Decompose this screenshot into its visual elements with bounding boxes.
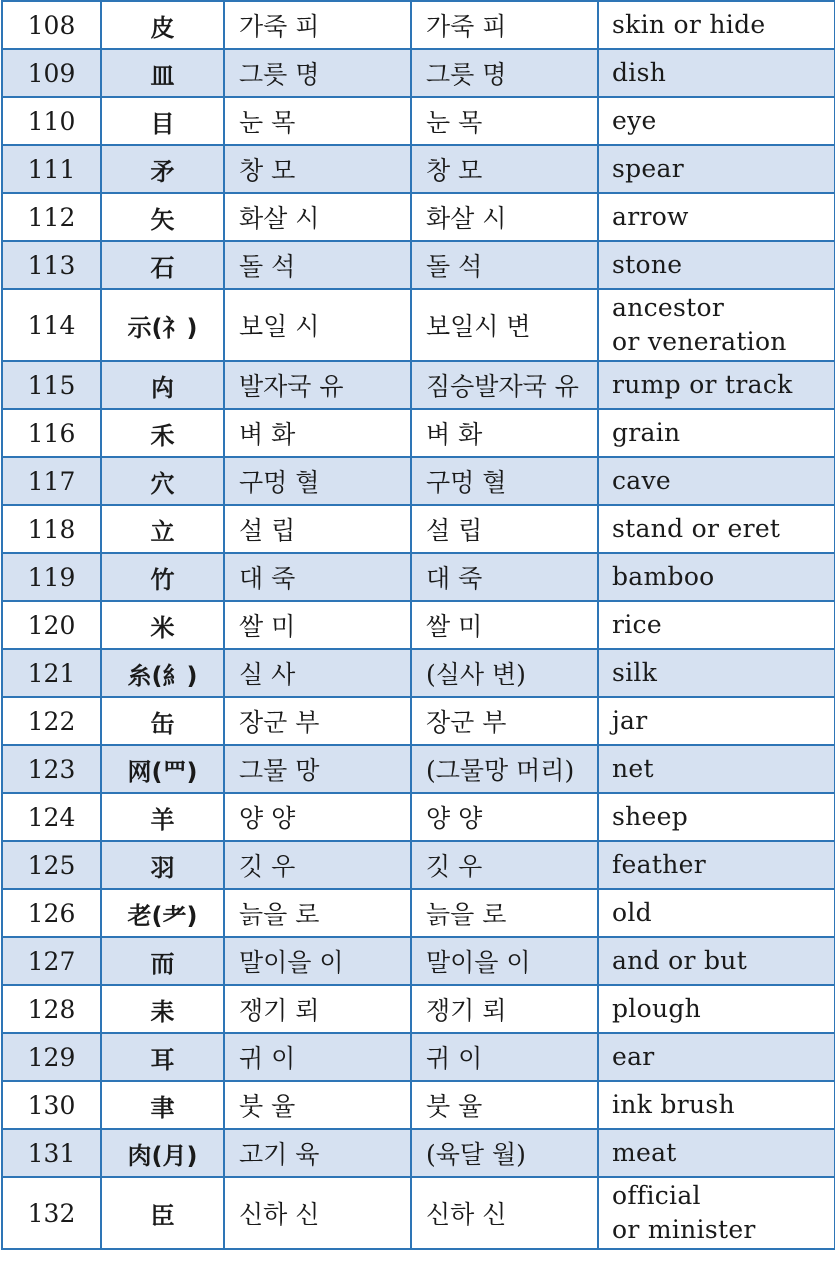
table-row <box>2 505 835 553</box>
english-meaning-line: old <box>612 898 652 927</box>
korean-name: 구멍 혈 <box>224 457 411 505</box>
radical-number: 127 <box>2 937 101 985</box>
korean-radical-name: 돌 석 <box>411 241 598 289</box>
korean-name: 신하 신 <box>224 1177 411 1249</box>
table-row <box>2 145 835 193</box>
korean-radical-name: 창 모 <box>411 145 598 193</box>
korean-radical-name: (그물망 머리) <box>411 745 598 793</box>
english-meaning <box>598 793 835 841</box>
korean-radical-name: 그릇 명 <box>411 49 598 97</box>
table-row <box>2 649 835 697</box>
korean-name: 귀 이 <box>224 1033 411 1081</box>
english-meaning-line: official <box>612 1181 701 1210</box>
radical-number: 120 <box>2 601 101 649</box>
korean-name: 대 죽 <box>224 553 411 601</box>
radical-number: 116 <box>2 409 101 457</box>
korean-radical-name: 설 립 <box>411 505 598 553</box>
english-meaning <box>598 889 835 937</box>
korean-name: 양 양 <box>224 793 411 841</box>
korean-name: 말이을 이 <box>224 937 411 985</box>
radical-number: 131 <box>2 1129 101 1177</box>
korean-radical-name: 대 죽 <box>411 553 598 601</box>
table-row <box>2 1033 835 1081</box>
english-meaning <box>598 193 835 241</box>
radical-number: 110 <box>2 97 101 145</box>
korean-radical-name: 눈 목 <box>411 97 598 145</box>
radical-character: 矛 <box>101 145 224 193</box>
korean-name: 화살 시 <box>224 193 411 241</box>
english-meaning-line: feather <box>612 850 706 879</box>
radical-number: 108 <box>2 1 101 49</box>
table-row <box>2 889 835 937</box>
korean-radical-name: 양 양 <box>411 793 598 841</box>
korean-name: 창 모 <box>224 145 411 193</box>
radical-character: 矢 <box>101 193 224 241</box>
english-meaning-line: meat <box>612 1138 677 1167</box>
korean-name: 실 사 <box>224 649 411 697</box>
korean-radical-name: 벼 화 <box>411 409 598 457</box>
radical-character: 米 <box>101 601 224 649</box>
korean-radical-name: 깃 우 <box>411 841 598 889</box>
radical-character: 而 <box>101 937 224 985</box>
english-meaning <box>598 145 835 193</box>
english-meaning-line: stone <box>612 250 683 279</box>
radical-character: 目 <box>101 97 224 145</box>
korean-name: 돌 석 <box>224 241 411 289</box>
english-meaning <box>598 937 835 985</box>
radical-character: 穴 <box>101 457 224 505</box>
english-meaning-line: rice <box>612 610 662 639</box>
radical-character: 示(礻) <box>101 289 224 361</box>
korean-radical-name: 붓 율 <box>411 1081 598 1129</box>
korean-name: 늙을 로 <box>224 889 411 937</box>
table-row <box>2 745 835 793</box>
radical-number: 117 <box>2 457 101 505</box>
table-row <box>2 1177 835 1249</box>
english-meaning <box>598 361 835 409</box>
korean-radical-name: 귀 이 <box>411 1033 598 1081</box>
radical-character: 网(罒) <box>101 745 224 793</box>
radical-character: 糸(糹) <box>101 649 224 697</box>
radical-number: 129 <box>2 1033 101 1081</box>
english-meaning <box>598 49 835 97</box>
radical-number: 124 <box>2 793 101 841</box>
english-meaning-line: skin or hide <box>612 10 766 39</box>
english-meaning <box>598 1177 835 1249</box>
radical-number: 114 <box>2 289 101 361</box>
english-meaning-line: ear <box>612 1042 655 1071</box>
korean-name: 쌀 미 <box>224 601 411 649</box>
english-meaning <box>598 1 835 49</box>
english-meaning-line: spear <box>612 154 684 183</box>
english-meaning-line: rump or track <box>612 370 793 399</box>
english-meaning-line: net <box>612 754 654 783</box>
radical-character: 皮 <box>101 1 224 49</box>
english-meaning <box>598 289 835 361</box>
english-meaning <box>598 841 835 889</box>
english-meaning <box>598 1081 835 1129</box>
english-meaning-line: stand or eret <box>612 514 781 543</box>
radical-number: 112 <box>2 193 101 241</box>
radical-number: 123 <box>2 745 101 793</box>
korean-radical-name: 구멍 혈 <box>411 457 598 505</box>
table-row <box>2 793 835 841</box>
radical-character: 皿 <box>101 49 224 97</box>
korean-name: 발자국 유 <box>224 361 411 409</box>
korean-name: 가죽 피 <box>224 1 411 49</box>
english-meaning <box>598 649 835 697</box>
radical-number: 111 <box>2 145 101 193</box>
english-meaning-line: grain <box>612 418 681 447</box>
english-meaning <box>598 97 835 145</box>
table-row <box>2 97 835 145</box>
korean-name: 쟁기 뢰 <box>224 985 411 1033</box>
radical-character: 臣 <box>101 1177 224 1249</box>
english-meaning-line: silk <box>612 658 658 687</box>
table-row <box>2 49 835 97</box>
korean-radical-name: 가죽 피 <box>411 1 598 49</box>
table-row <box>2 241 835 289</box>
radical-table-body <box>2 1 835 1249</box>
korean-radical-name: 신하 신 <box>411 1177 598 1249</box>
radical-character: 聿 <box>101 1081 224 1129</box>
radical-number: 132 <box>2 1177 101 1249</box>
table-row <box>2 1081 835 1129</box>
english-meaning-line: ink brush <box>612 1090 735 1119</box>
table-row <box>2 361 835 409</box>
radical-number: 119 <box>2 553 101 601</box>
radical-character: 禾 <box>101 409 224 457</box>
radical-number: 115 <box>2 361 101 409</box>
korean-radical-name: 장군 부 <box>411 697 598 745</box>
table-row <box>2 289 835 361</box>
korean-name: 눈 목 <box>224 97 411 145</box>
korean-name: 벼 화 <box>224 409 411 457</box>
table-row <box>2 409 835 457</box>
english-meaning <box>598 1129 835 1177</box>
english-meaning <box>598 553 835 601</box>
radical-character: 羊 <box>101 793 224 841</box>
radical-character: 羽 <box>101 841 224 889</box>
table-row <box>2 1 835 49</box>
radical-character: 石 <box>101 241 224 289</box>
korean-radical-name: 화살 시 <box>411 193 598 241</box>
korean-radical-name: 쟁기 뢰 <box>411 985 598 1033</box>
english-meaning <box>598 985 835 1033</box>
english-meaning-line: arrow <box>612 202 689 231</box>
english-meaning-line: or veneration <box>612 327 787 356</box>
table-row <box>2 985 835 1033</box>
english-meaning-line: eye <box>612 106 657 135</box>
english-meaning <box>598 601 835 649</box>
korean-name: 고기 육 <box>224 1129 411 1177</box>
radical-character: 禸 <box>101 361 224 409</box>
english-meaning <box>598 409 835 457</box>
korean-name: 깃 우 <box>224 841 411 889</box>
radical-character: 缶 <box>101 697 224 745</box>
table-row <box>2 553 835 601</box>
korean-radical-name: (실사 변) <box>411 649 598 697</box>
radical-number: 125 <box>2 841 101 889</box>
korean-name: 붓 율 <box>224 1081 411 1129</box>
table-row <box>2 1129 835 1177</box>
radical-number: 113 <box>2 241 101 289</box>
english-meaning <box>598 505 835 553</box>
english-meaning <box>598 457 835 505</box>
radical-character: 立 <box>101 505 224 553</box>
english-meaning <box>598 241 835 289</box>
radical-number: 130 <box>2 1081 101 1129</box>
korean-name: 그릇 명 <box>224 49 411 97</box>
radical-character: 耳 <box>101 1033 224 1081</box>
english-meaning-line: dish <box>612 58 667 87</box>
english-meaning-line: plough <box>612 994 702 1023</box>
english-meaning-line: cave <box>612 466 672 495</box>
radical-character: 耒 <box>101 985 224 1033</box>
korean-name: 설 립 <box>224 505 411 553</box>
korean-radical-name: 늙을 로 <box>411 889 598 937</box>
korean-radical-name: (육달 월) <box>411 1129 598 1177</box>
english-meaning-line: ancestor <box>612 293 725 322</box>
table-row <box>2 937 835 985</box>
radical-number: 128 <box>2 985 101 1033</box>
radical-number: 121 <box>2 649 101 697</box>
english-meaning-line: and or but <box>612 946 748 975</box>
table-row <box>2 457 835 505</box>
table-row <box>2 697 835 745</box>
korean-radical-name: 짐승발자국 유 <box>411 361 598 409</box>
korean-name: 그물 망 <box>224 745 411 793</box>
table-row <box>2 841 835 889</box>
table-row <box>2 193 835 241</box>
english-meaning <box>598 697 835 745</box>
table-row <box>2 601 835 649</box>
english-meaning-line: sheep <box>612 802 689 831</box>
english-meaning <box>598 1033 835 1081</box>
korean-radical-name: 보일시 변 <box>411 289 598 361</box>
english-meaning-line: bamboo <box>612 562 715 591</box>
radical-number: 118 <box>2 505 101 553</box>
radical-number: 126 <box>2 889 101 937</box>
radical-character: 老(耂) <box>101 889 224 937</box>
korean-radical-name: 쌀 미 <box>411 601 598 649</box>
english-meaning-line: or minister <box>612 1215 756 1244</box>
english-meaning <box>598 745 835 793</box>
radical-character: 竹 <box>101 553 224 601</box>
radical-number: 109 <box>2 49 101 97</box>
radical-number: 122 <box>2 697 101 745</box>
korean-radical-name: 말이을 이 <box>411 937 598 985</box>
radical-character: 肉(月) <box>101 1129 224 1177</box>
korean-name: 장군 부 <box>224 697 411 745</box>
english-meaning-line: jar <box>612 706 648 735</box>
korean-name: 보일 시 <box>224 289 411 361</box>
radical-table <box>1 0 835 1250</box>
